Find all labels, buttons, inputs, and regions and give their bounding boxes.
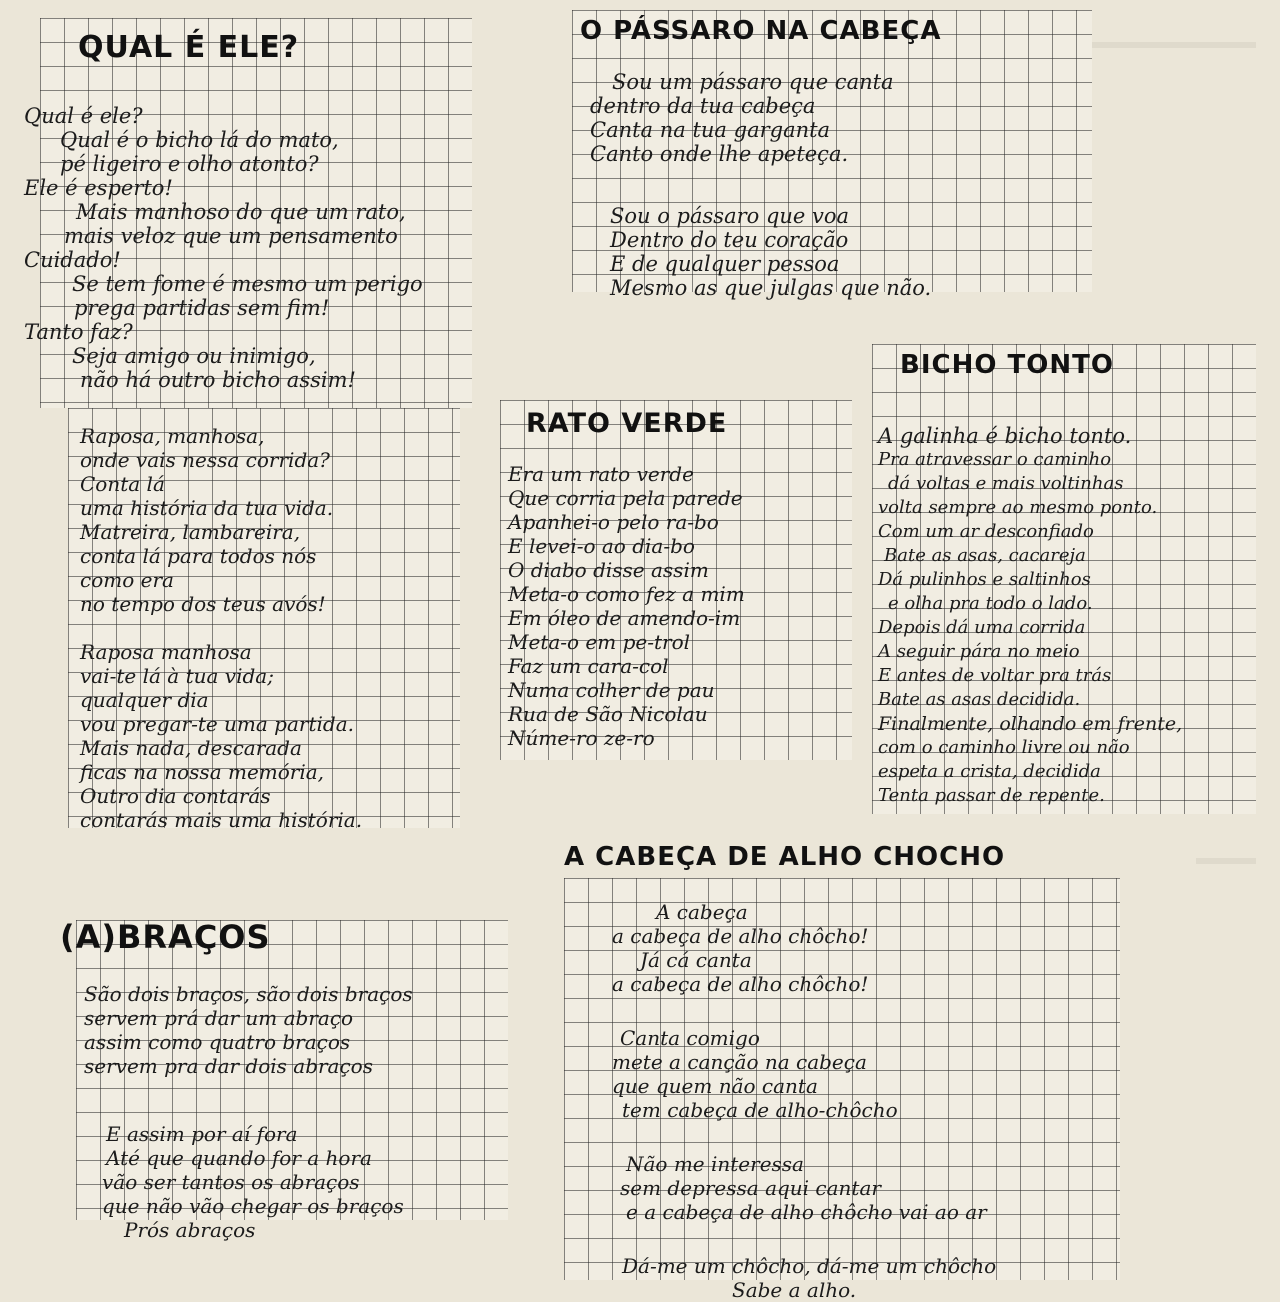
poem-line: E antes de voltar pra trás bbox=[878, 665, 1112, 686]
poem-line: vão ser tantos os abraços bbox=[102, 1170, 360, 1194]
poem-line: conta lá para todos nós bbox=[80, 544, 317, 568]
poem-line: Tanto faz? bbox=[24, 320, 133, 344]
poem-line: sem depressa aqui cantar bbox=[620, 1176, 881, 1200]
poem-lines-bicho-tonto bbox=[878, 424, 1182, 808]
poem-line: servem pra dar dois abraços bbox=[84, 1054, 373, 1078]
poem-line: Raposa, manhosa, bbox=[80, 424, 265, 448]
poem-line: Numa colher de pau bbox=[508, 678, 715, 702]
poem-line: servem prá dar um abraço bbox=[84, 1006, 354, 1030]
poem-line: Meta-o como fez a mim bbox=[508, 582, 745, 606]
poem-line: mete a canção na cabeça bbox=[612, 1050, 867, 1074]
poem-line: Raposa manhosa bbox=[80, 640, 252, 664]
poem-line: Sou o pássaro que voa bbox=[610, 204, 850, 228]
poem-line: que quem não canta bbox=[612, 1074, 818, 1098]
poem-line: Depois dá uma corrida bbox=[878, 617, 1086, 638]
poem-line: como era bbox=[80, 568, 174, 592]
poem-line: Matreira, lambareira, bbox=[80, 520, 301, 544]
poem-line: dentro da tua cabeça bbox=[590, 94, 816, 118]
poem-line: pé ligeiro e olho atonto? bbox=[60, 152, 319, 176]
poem-line: e a cabeça de alho chôcho vai ao ar bbox=[626, 1200, 987, 1224]
bleed-through-mark bbox=[1196, 858, 1256, 864]
stanza-break bbox=[612, 1122, 996, 1152]
poem-line: prega partidas sem fim! bbox=[74, 296, 330, 320]
poem-line: A galinha é bicho tonto. bbox=[878, 424, 1132, 448]
poem-line: no tempo dos teus avós! bbox=[80, 592, 326, 616]
poem-line: Prós abraços bbox=[124, 1218, 256, 1242]
poem-line: dá voltas e mais voltinhas bbox=[888, 473, 1124, 494]
poem-line: espeta a crista, decidida bbox=[878, 761, 1101, 782]
poem-lines-passaro bbox=[590, 70, 931, 300]
poem-line: Faz um cara-col bbox=[508, 654, 669, 678]
poem-lines-rato-verde bbox=[508, 462, 745, 750]
poem-line: Qual é o bicho lá do mato, bbox=[60, 128, 339, 152]
poem-line: a cabeça de alho chôcho! bbox=[612, 972, 869, 996]
poem-line: contarás mais uma história. bbox=[80, 808, 363, 832]
poem-line: assim como quatro braços bbox=[84, 1030, 351, 1054]
poem-line: A seguir pára no meio bbox=[878, 641, 1080, 662]
poem-line: Sabe a alho. bbox=[732, 1278, 857, 1302]
poem-title-alho-chocho: A CABEÇA DE ALHO CHOCHO bbox=[564, 842, 1006, 872]
poem-line: Canta na tua garganta bbox=[590, 118, 831, 142]
poem-line: não há outro bicho assim! bbox=[80, 368, 356, 392]
poem-line: com o caminho livre ou não bbox=[878, 737, 1130, 758]
poem-title-passaro: O PÁSSARO NA CABEÇA bbox=[580, 16, 942, 46]
poem-line: Sou um pássaro que canta bbox=[612, 70, 894, 94]
poem-line: Mais manhoso do que um rato, bbox=[76, 200, 406, 224]
poem-line: tem cabeça de alho-chôcho bbox=[622, 1098, 898, 1122]
poem-line: Finalmente, olhando em frente, bbox=[878, 713, 1183, 735]
poem-title-bicho-tonto: BICHO TONTO bbox=[900, 350, 1114, 380]
poem-line: Já cá canta bbox=[640, 948, 752, 972]
stanza-break bbox=[612, 996, 996, 1026]
poem-line: Conta lá bbox=[80, 472, 165, 496]
poem-title-rato-verde: RATO VERDE bbox=[526, 408, 728, 439]
poem-lines-qual-e-ele bbox=[24, 104, 423, 392]
poem-line: Seja amigo ou inimigo, bbox=[72, 344, 316, 368]
poem-line: vou pregar-te uma partida. bbox=[80, 712, 354, 736]
stanza-break bbox=[612, 1224, 996, 1254]
poem-line: Bate as asas decidida. bbox=[878, 689, 1081, 710]
poem-line: que não vão chegar os braços bbox=[102, 1194, 404, 1218]
poem-line: E de qualquer pessoa bbox=[610, 252, 840, 276]
poem-line: Qual é ele? bbox=[24, 104, 143, 128]
poem-line: onde vais nessa corrida? bbox=[80, 448, 330, 472]
poem-line: Tenta passar de repente. bbox=[878, 785, 1105, 806]
poem-line: qualquer dia bbox=[80, 688, 209, 712]
poem-line: Bate as asas, cacareja bbox=[884, 545, 1086, 566]
poem-line: vai-te lá à tua vida; bbox=[80, 664, 274, 688]
poem-line: Outro dia contarás bbox=[80, 784, 271, 808]
poem-line: Em óleo de amendo-im bbox=[508, 606, 741, 630]
poem-lines-raposa bbox=[80, 424, 362, 832]
poem-line: Mesmo as que julgas que não. bbox=[610, 276, 932, 300]
poem-line: volta sempre ao mesmo ponto. bbox=[878, 497, 1158, 518]
poem-line: Canta comigo bbox=[620, 1026, 760, 1050]
poem-title-qual-e-ele: QUAL É ELE? bbox=[78, 30, 300, 65]
poem-line: Dentro do teu coração bbox=[610, 228, 849, 252]
poem-lines-abracos bbox=[84, 982, 413, 1242]
poem-line: e olha pra todo o lado. bbox=[888, 593, 1093, 614]
poem-line: Canto onde lhe apeteça. bbox=[590, 142, 849, 166]
poem-line: Cuidado! bbox=[24, 248, 121, 272]
poem-line: Dá pulinhos e saltinhos bbox=[878, 569, 1091, 590]
stanza-break bbox=[80, 616, 362, 640]
poem-line: Com um ar desconfiado bbox=[878, 521, 1094, 542]
poem-line: mais veloz que um pensamento bbox=[64, 224, 398, 248]
poem-line: Se tem fome é mesmo um perigo bbox=[72, 272, 423, 296]
poem-line: Ele é esperto! bbox=[24, 176, 173, 200]
poem-line: Que corria pela parede bbox=[508, 486, 743, 510]
poem-line: uma história da tua vida. bbox=[80, 496, 334, 520]
poem-line: São dois braços, são dois braços bbox=[84, 982, 413, 1006]
stanza-break bbox=[590, 166, 931, 204]
poem-line: O diabo disse assim bbox=[508, 558, 709, 582]
poem-lines-alho-chocho bbox=[612, 900, 996, 1302]
poem-line: Rua de São Nicolau bbox=[508, 702, 708, 726]
stanza-break bbox=[84, 1078, 413, 1122]
poem-line: Até que quando for a hora bbox=[106, 1146, 372, 1170]
poem-line: Era um rato verde bbox=[508, 462, 694, 486]
poem-line: Apanhei-o pelo ra-bo bbox=[508, 510, 719, 534]
poem-line: Meta-o em pe-trol bbox=[508, 630, 691, 654]
poem-line: E assim por aí fora bbox=[106, 1122, 298, 1146]
poem-line: a cabeça de alho chôcho! bbox=[612, 924, 869, 948]
poem-line: Pra atravessar o caminho bbox=[878, 449, 1112, 470]
poem-line: Mais nada, descarada bbox=[80, 736, 302, 760]
poem-line: Dá-me um chôcho, dá-me um chôcho bbox=[622, 1254, 997, 1278]
poem-title-abracos: (A)BRAÇOS bbox=[60, 918, 271, 956]
poem-line: Núme-ro ze-ro bbox=[508, 726, 655, 750]
poem-line: E levei-o ao dia-bo bbox=[508, 534, 695, 558]
poem-line: A cabeça bbox=[656, 900, 748, 924]
poem-line: Não me interessa bbox=[626, 1152, 804, 1176]
poem-line: ficas na nossa memória, bbox=[80, 760, 325, 784]
